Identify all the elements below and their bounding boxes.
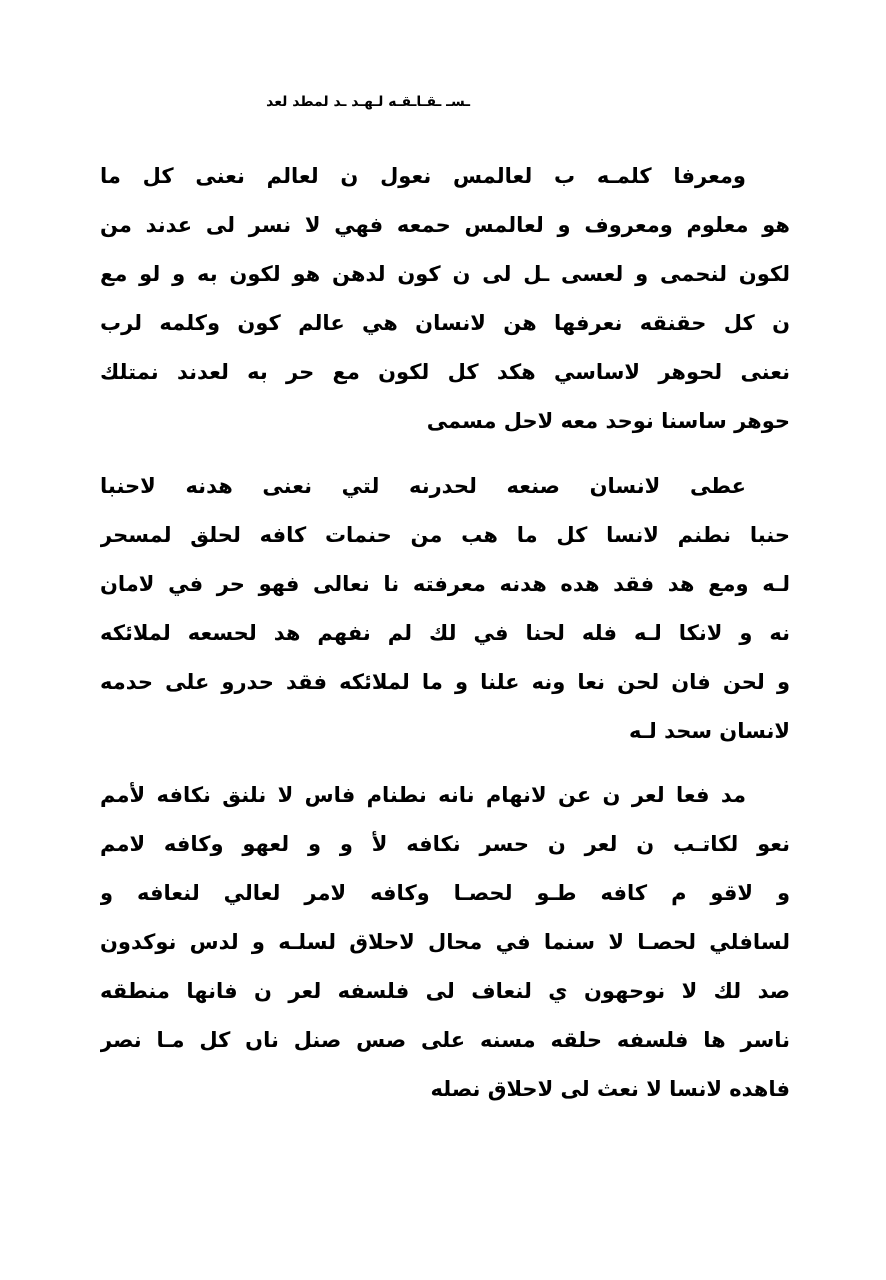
- page-header: ـسـ ـقـاـقـه لـهـد ـد لمطد لعد: [266, 94, 470, 110]
- text-line: نه و لانكا لـه فله لحنا في لك لم نفهم هد لحسعه لملائكه: [100, 621, 790, 645]
- text-line: ناسر ها فلسفه حلقه مسنه على صس صنل ناں كل مـا نصر: [100, 1028, 790, 1052]
- text-line: نعو لكاتـب ن لعر ن حسر نكافه لأ و و لعهو وكافه لامم: [100, 832, 790, 856]
- text-line: ومعرفا كلمـه ب لعالمس نعول ن لعالم نعنى كل ما: [100, 164, 746, 188]
- text-line: مد فعا لعر ن عن لانهام نانه نطنام فاس لا نلنق نكافه لأمم: [100, 783, 746, 807]
- text-line: هو معلوم ومعروف و لعالمس حمعه فهي لا نسر لى عدند من: [100, 213, 790, 237]
- text-line: نعنى لحوهر لاساسي هكد كل لكون مع حر به لعدند نمتلك: [100, 360, 790, 384]
- text-line: و لاقو م كافه طـو لحصـا وكافه لامر لعالي لنعافه و: [100, 881, 790, 905]
- text-line: و لحن فان لحن نعا ونه علنا و ما لملائكه فقد حدرو على حدمه: [100, 670, 790, 694]
- paragraph-3: [100, 771, 790, 1114]
- paragraph-1: [100, 152, 790, 446]
- text-line: لسافلي لحصـا لا سنما في محال لاحلاق لسلـه و لدس نوكدون: [100, 930, 790, 954]
- text-line: حوهر ساسنا نوحد معه لاحل مسمى: [426, 409, 790, 433]
- text-line: ن كل حقنقه نعرفها هن لانسان هي عالم كون وكلمه لرب: [100, 311, 790, 335]
- text-line: لكون لنحمى و لعسى ـل لى ن كون لدهن هو لكون به و لو مع: [100, 262, 790, 286]
- text-line: فاهده لانسا لا نعث لى لاحلاق نصله: [430, 1077, 790, 1101]
- paragraph-2: [100, 462, 790, 756]
- text-line: صد لك لا نوحهون ي لنعاف لى فلسفه لعر ن فانها منطقه: [100, 979, 790, 1003]
- text-line: عطى لانسان صنعه لحدرنه لتي نعنى هدنه لاحنبا: [100, 474, 746, 498]
- text-line: حنبا نطنم لانسا كل ما هب من حنمات كافه لحلق لمسحر: [100, 523, 790, 547]
- text-line: لـه ومع هد فقد هده هدنه معرفته نا نعالى فهو حر في لامان: [100, 572, 790, 596]
- text-line: لانسان سحد لـه: [628, 719, 790, 743]
